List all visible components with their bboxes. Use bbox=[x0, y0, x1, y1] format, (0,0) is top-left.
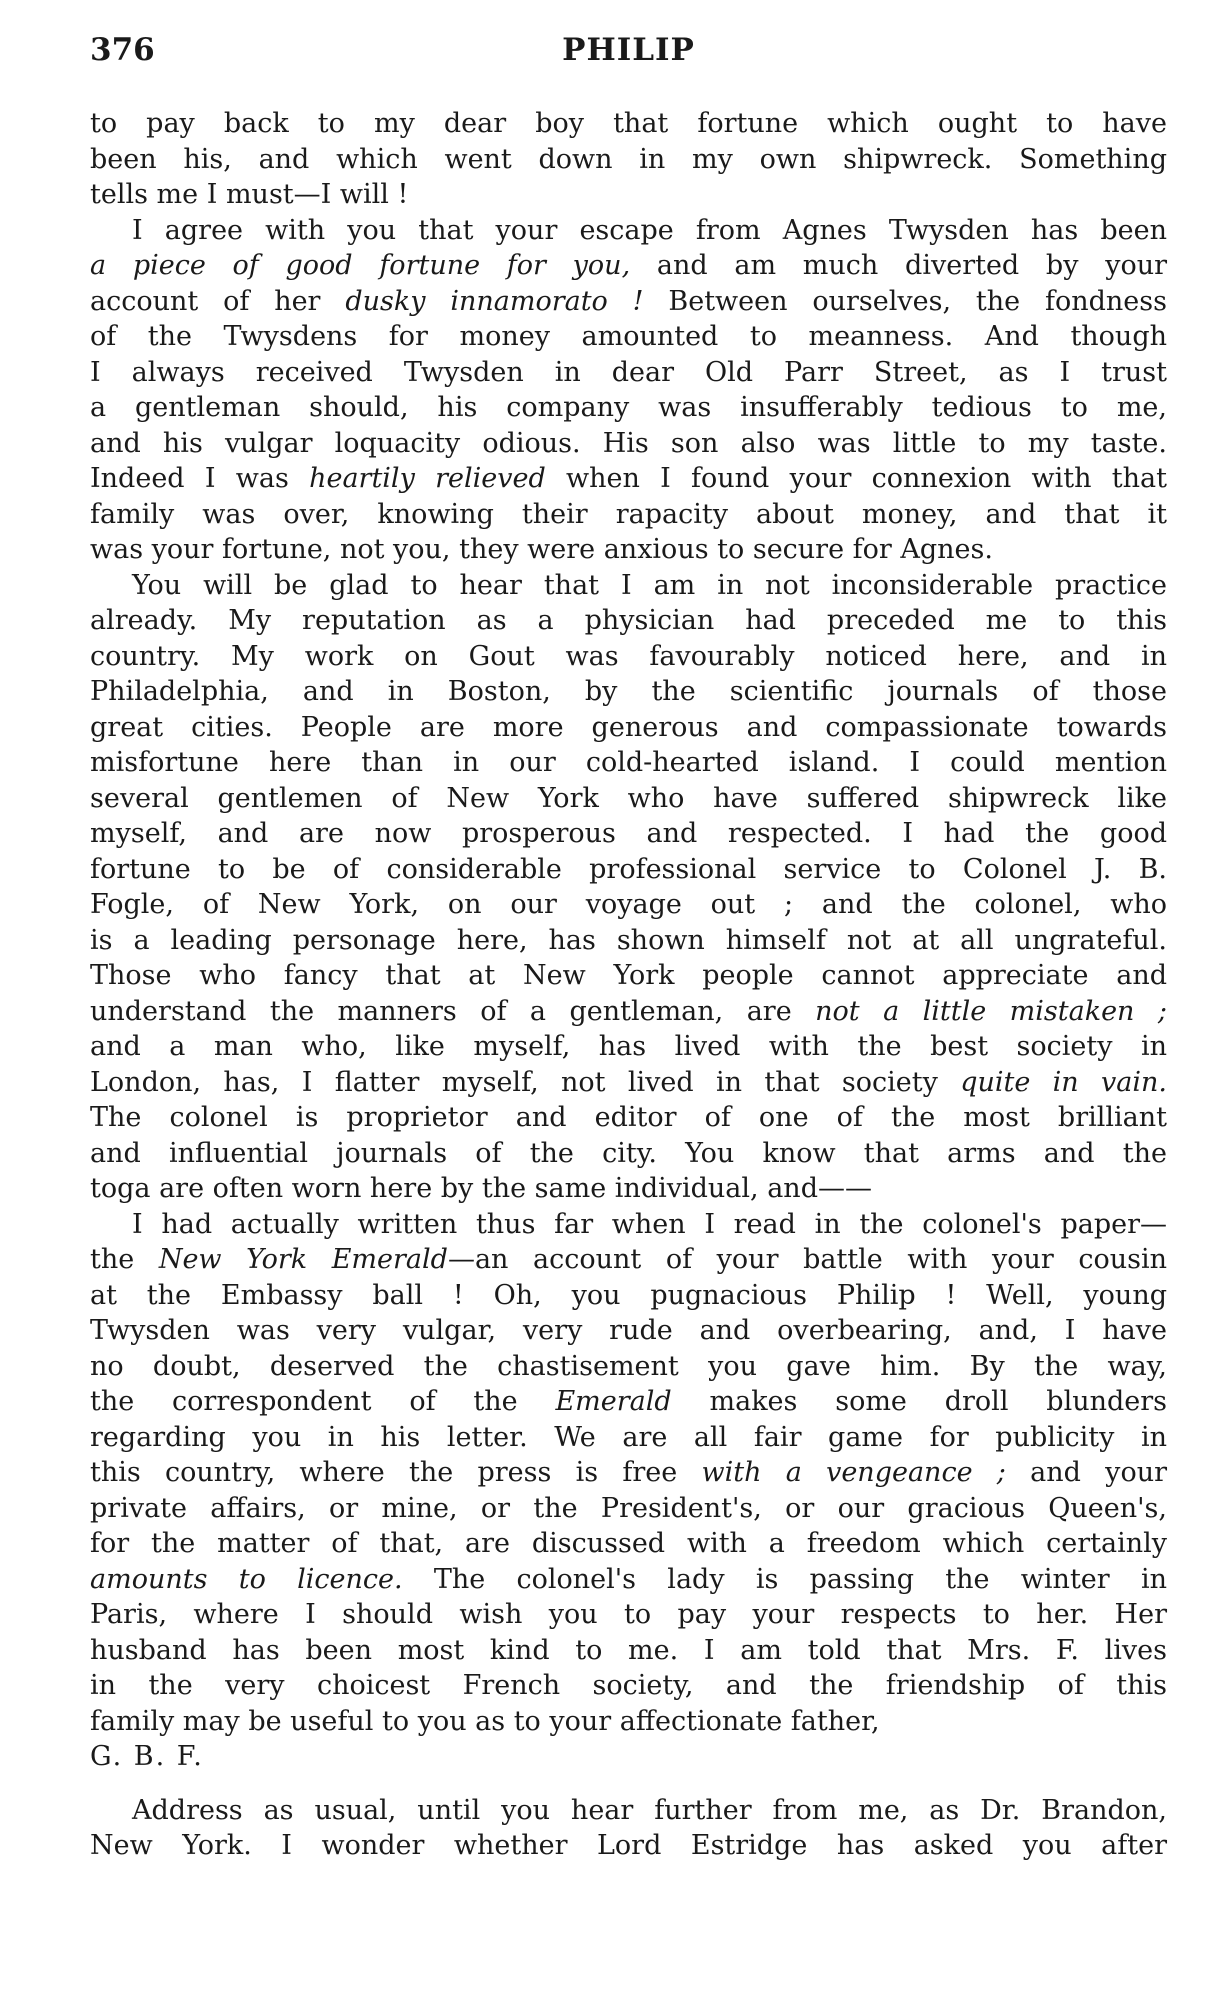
text-line bbox=[90, 1171, 1167, 1207]
text-line bbox=[90, 1597, 1167, 1633]
text-line bbox=[90, 1793, 1167, 1829]
text-segment: G. B. F. bbox=[90, 1741, 204, 1772]
text-segment: misfortune here than in our cold-hearted island. I could mention bbox=[90, 747, 1167, 778]
text-segment: Paris, where I should wish you to pay your respects to her. Her bbox=[90, 1599, 1167, 1630]
text-segment: and am much diverted by your bbox=[630, 250, 1167, 281]
text-segment: the bbox=[90, 1244, 159, 1275]
text-line bbox=[90, 1029, 1167, 1065]
text-segment: at the Embassy ball ! Oh, you pugnacious Philip ! Well, young bbox=[90, 1279, 1167, 1311]
text-line bbox=[90, 1455, 1167, 1491]
text-segment: I agree with you that your escape from Agnes Twysden has been bbox=[132, 214, 1167, 246]
text-line bbox=[90, 852, 1167, 888]
text-line bbox=[90, 1384, 1167, 1420]
text-line bbox=[90, 1242, 1167, 1278]
text-segment: tells me I must—I will ! bbox=[90, 179, 409, 210]
text-line bbox=[90, 284, 1167, 320]
text-segment: family was over, knowing their rapacity about money, and that it bbox=[90, 498, 1167, 530]
text-segment: Fogle, of New York, on our voyage out ; and the colonel, who bbox=[90, 889, 1167, 920]
text-segment: myself, and are now prosperous and respected. I had the good bbox=[90, 818, 1167, 849]
italic-text: Emerald bbox=[555, 1386, 672, 1417]
text-line bbox=[90, 958, 1167, 994]
text-line bbox=[90, 816, 1167, 852]
running-title: PHILIP bbox=[562, 32, 695, 68]
text-line bbox=[90, 639, 1167, 675]
italic-text: heartily relieved bbox=[309, 463, 546, 494]
text-line bbox=[90, 1704, 1167, 1740]
text-segment: regarding you in his letter. We are all fair game for publicity in bbox=[90, 1421, 1167, 1453]
italic-text: dusky innamorato ! bbox=[345, 285, 644, 317]
text-segment: is a leading personage here, has shown himself not at all ungrateful. bbox=[90, 924, 1167, 956]
text-line bbox=[90, 1420, 1167, 1456]
text-segment: Philadelphia, and in Boston, by the scientific journals of those bbox=[90, 676, 1167, 707]
text-line bbox=[90, 1633, 1167, 1669]
text-line bbox=[90, 1065, 1167, 1101]
italic-text: quite in vain. bbox=[960, 1066, 1167, 1098]
text-segment: when I found your connexion with that bbox=[545, 463, 1167, 494]
text-segment: husband has been most kind to me. I am told that Mrs. F. lives bbox=[90, 1634, 1167, 1666]
text-line bbox=[90, 461, 1167, 497]
italic-text: not a little mistaken ; bbox=[815, 995, 1167, 1027]
text-segment: The colonel's lady is passing the winter in bbox=[402, 1563, 1167, 1595]
text-line bbox=[90, 1491, 1167, 1527]
text-line bbox=[90, 745, 1167, 781]
text-segment: several gentlemen of New York who have suffered shipwreck like bbox=[90, 782, 1167, 814]
signature bbox=[90, 1739, 1167, 1775]
italic-text: New York Emerald bbox=[158, 1244, 448, 1275]
text-segment: and influential journals of the city. You know that arms and the bbox=[90, 1137, 1167, 1169]
text-segment: a gentleman should, his company was insufferably tedious to me, bbox=[90, 392, 1167, 423]
italic-text: with a vengeance ; bbox=[701, 1457, 1006, 1488]
text-line bbox=[90, 994, 1167, 1030]
text-line bbox=[90, 177, 1167, 213]
text-segment: in the very choicest French society, and the friendship of this bbox=[90, 1670, 1167, 1701]
text-segment: Between ourselves, the fondness bbox=[643, 285, 1168, 317]
text-line bbox=[90, 213, 1167, 249]
text-segment: Those who fancy that at New York people cannot appreciate and bbox=[90, 960, 1167, 991]
text-line bbox=[90, 923, 1167, 959]
text-line bbox=[90, 674, 1167, 710]
page-header bbox=[90, 32, 1167, 76]
text-segment: and your bbox=[1005, 1457, 1167, 1488]
text-line bbox=[90, 1526, 1167, 1562]
text-segment: makes some droll blunders bbox=[671, 1386, 1168, 1417]
italic-text: amounts to licence. bbox=[90, 1563, 403, 1595]
text-line bbox=[90, 532, 1167, 568]
text-segment: no doubt, deserved the chastisement you gave him. By the way, bbox=[90, 1350, 1167, 1382]
text-segment: great cities. People are more generous and compassionate towards bbox=[90, 711, 1167, 743]
text-line bbox=[90, 710, 1167, 746]
text-line bbox=[90, 248, 1167, 284]
text-segment: toga are often worn here by the same individual, and—— bbox=[90, 1173, 872, 1204]
text-segment: private affairs, or mine, or the President's, or our gracious Queen's, bbox=[90, 1492, 1167, 1524]
text-line bbox=[90, 603, 1167, 639]
text-line bbox=[90, 1278, 1167, 1314]
text-line bbox=[90, 319, 1167, 355]
text-segment: I always received Twysden in dear Old Parr Street, as I trust bbox=[90, 356, 1167, 388]
text-segment: the correspondent of the bbox=[90, 1386, 556, 1417]
text-line bbox=[90, 568, 1167, 604]
body-text bbox=[90, 106, 1167, 1864]
text-segment: account of her bbox=[90, 285, 346, 317]
text-line bbox=[90, 497, 1167, 533]
italic-text: a piece of good fortune for you, bbox=[90, 250, 631, 281]
text-line bbox=[90, 1349, 1167, 1385]
text-segment: family may be useful to you as to your affectionate father, bbox=[90, 1705, 880, 1737]
text-segment: and his vulgar loquacity odious. His son also was little to my taste. bbox=[90, 427, 1167, 459]
text-segment: country. My work on Gout was favourably noticed here, and in bbox=[90, 640, 1167, 672]
text-line bbox=[90, 142, 1167, 178]
text-line bbox=[90, 1668, 1167, 1704]
text-line bbox=[90, 390, 1167, 426]
text-segment: for the matter of that, are discussed with a freedom which certainly bbox=[90, 1528, 1167, 1559]
text-line bbox=[90, 781, 1167, 817]
page-number: 376 bbox=[90, 32, 155, 68]
text-segment: New York. I wonder whether Lord Estridge has asked you after bbox=[90, 1830, 1167, 1861]
text-segment: of the Twysdens for money amounted to meanness. And though bbox=[90, 321, 1167, 352]
text-segment: and a man who, like myself, has lived with the best society in bbox=[90, 1031, 1167, 1062]
text-segment: Twysden was very vulgar, very rude and overbearing, and, I have bbox=[90, 1315, 1167, 1346]
text-segment: —an account of your battle with your cousin bbox=[447, 1244, 1167, 1275]
text-segment: this country, where the press is free bbox=[90, 1457, 702, 1488]
text-line bbox=[90, 426, 1167, 462]
text-line bbox=[90, 1562, 1167, 1598]
text-line bbox=[90, 1828, 1167, 1864]
text-segment: You will be glad to hear that I am in not inconsiderable practice bbox=[132, 569, 1167, 601]
text-line bbox=[90, 1100, 1167, 1136]
text-segment: fortune to be of considerable professional service to Colonel J. B. bbox=[90, 853, 1167, 885]
text-line bbox=[90, 355, 1167, 391]
text-segment: The colonel is proprietor and editor of one of the most brilliant bbox=[90, 1102, 1167, 1133]
text-line bbox=[90, 1313, 1167, 1349]
text-line bbox=[90, 106, 1167, 142]
text-segment: understand the manners of a gentleman, are bbox=[90, 995, 816, 1027]
text-line bbox=[90, 887, 1167, 923]
text-segment: was your fortune, not you, they were anxious to secure for Agnes. bbox=[90, 534, 993, 565]
text-segment: been his, and which went down in my own shipwreck. Something bbox=[90, 143, 1167, 175]
text-segment: already. My reputation as a physician had preceded me to this bbox=[90, 605, 1167, 636]
text-line bbox=[90, 1207, 1167, 1243]
text-segment: Indeed I was bbox=[90, 463, 310, 494]
text-segment: London, has, I flatter myself, not lived in that society bbox=[90, 1066, 961, 1098]
text-line bbox=[90, 1136, 1167, 1172]
text-segment: to pay back to my dear boy that fortune which ought to have bbox=[90, 108, 1167, 139]
text-segment: Address as usual, until you hear further from me, as Dr. Brandon, bbox=[132, 1794, 1167, 1826]
text-segment: I had actually written thus far when I read in the colonel's paper— bbox=[132, 1208, 1167, 1240]
